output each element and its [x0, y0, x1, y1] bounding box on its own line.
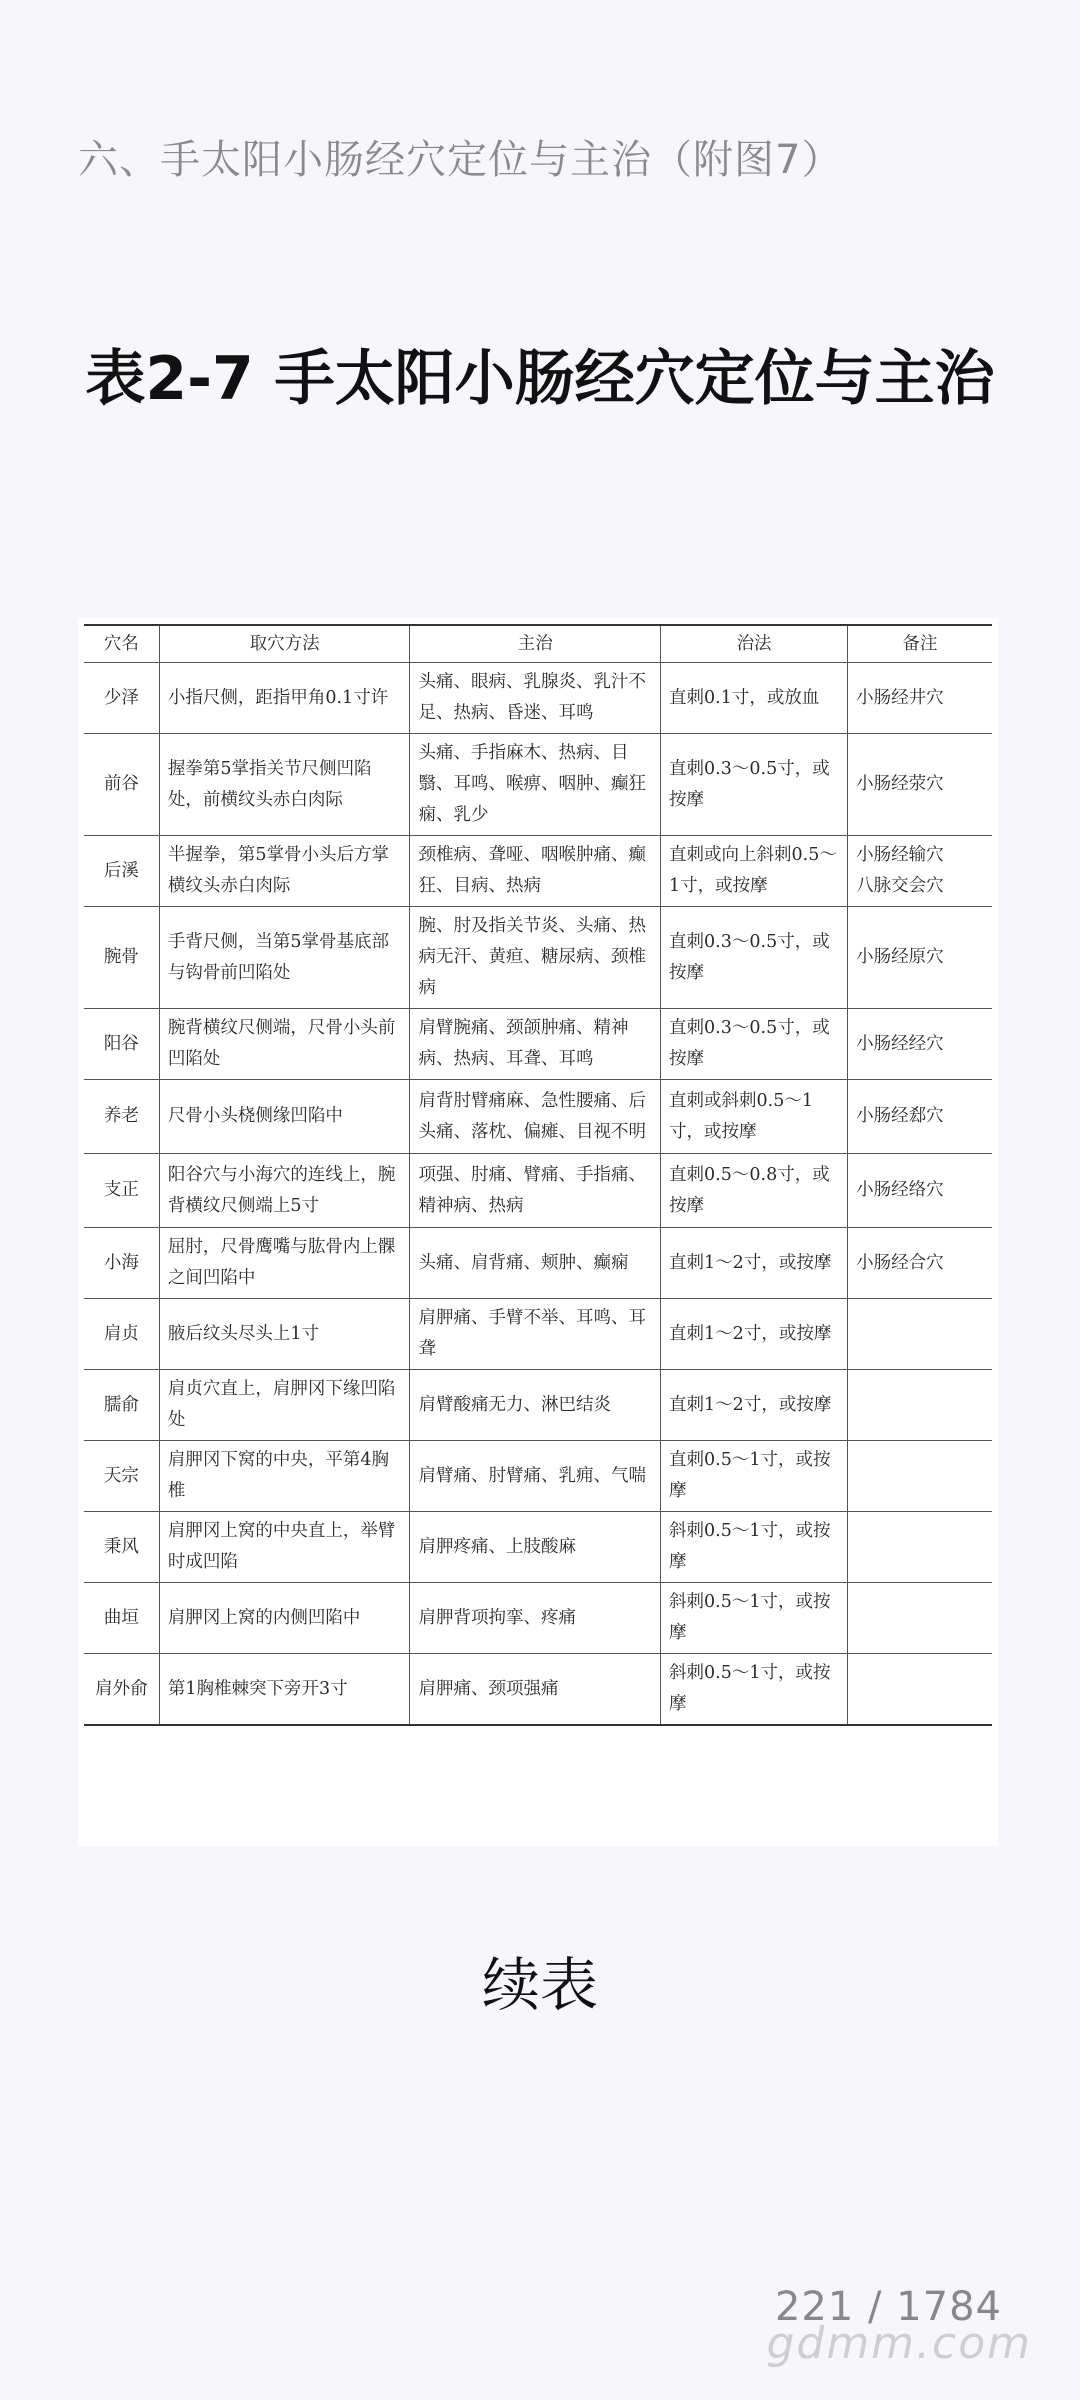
notes-cell	[848, 1299, 992, 1370]
location-cell: 腕背横纹尺侧端，尺骨小头前凹陷处	[159, 1009, 410, 1080]
header-treatment: 治法	[661, 625, 848, 663]
acupoint-table	[84, 624, 992, 1726]
table-row	[84, 1370, 992, 1441]
indications-cell: 肩臂痛、肘臂痛、乳痈、气喘	[410, 1441, 661, 1512]
treatment-cell: 斜刺0.5～1寸，或按摩	[661, 1654, 848, 1726]
table-row	[84, 907, 992, 1009]
indications-cell: 肩臂酸痛无力、淋巴结炎	[410, 1370, 661, 1441]
point-name-cell: 少泽	[84, 663, 159, 734]
notes-cell: 小肠经合穴	[848, 1228, 992, 1299]
table-row	[84, 663, 992, 734]
treatment-cell: 直刺或斜刺0.5～1寸，或按摩	[661, 1080, 848, 1154]
header-location-method: 取穴方法	[159, 625, 410, 663]
location-cell: 腋后纹头尽头上1寸	[159, 1299, 410, 1370]
treatment-cell: 直刺0.3～0.5寸，或按摩	[661, 1009, 848, 1080]
point-name-cell: 后溪	[84, 836, 159, 907]
notes-cell: 小肠经郄穴	[848, 1080, 992, 1154]
continued-label: 续表	[481, 1951, 598, 2019]
point-name-cell: 养老	[84, 1080, 159, 1154]
point-name-cell: 支正	[84, 1154, 159, 1228]
table-row	[84, 1154, 992, 1228]
table-row	[84, 1654, 992, 1726]
indications-cell: 肩背肘臂痛麻、急性腰痛、后头痛、落枕、偏瘫、目视不明	[410, 1080, 661, 1154]
section-heading: 六、手太阳小肠经穴定位与主治（附图7）	[78, 137, 843, 183]
location-cell: 握拳第5掌指关节尺侧凹陷处，前横纹头赤白肉际	[159, 734, 410, 836]
treatment-cell: 直刺0.5～1寸，或按摩	[661, 1441, 848, 1512]
indications-cell: 腕、肘及指关节炎、头痛、热病无汗、黄疸、糖尿病、颈椎病	[410, 907, 661, 1009]
indications-cell: 肩胛疼痛、上肢酸麻	[410, 1512, 661, 1583]
indications-cell: 项强、肘痛、臂痛、手指痛、精神病、热病	[410, 1154, 661, 1228]
treatment-cell: 直刺0.5～0.8寸，或按摩	[661, 1154, 848, 1228]
treatment-cell: 直刺或向上斜刺0.5～1寸，或按摩	[661, 836, 848, 907]
indications-cell: 肩胛背项拘挛、疼痛	[410, 1583, 661, 1654]
indications-cell: 头痛、手指麻木、热病、目翳、耳鸣、喉痹、咽肿、癫狂痫、乳少	[410, 734, 661, 836]
point-name-cell: 臑俞	[84, 1370, 159, 1441]
indications-cell: 颈椎病、聋哑、咽喉肿痛、癫狂、目病、热病	[410, 836, 661, 907]
treatment-cell: 直刺0.3～0.5寸，或按摩	[661, 734, 848, 836]
point-name-cell: 小海	[84, 1228, 159, 1299]
location-cell: 手背尺侧，当第5掌骨基底部与钩骨前凹陷处	[159, 907, 410, 1009]
location-cell: 肩胛冈上窝的内侧凹陷中	[159, 1583, 410, 1654]
notes-cell	[848, 1654, 992, 1726]
location-cell: 肩贞穴直上，肩胛冈下缘凹陷处	[159, 1370, 410, 1441]
indications-cell: 肩胛痛、手臂不举、耳鸣、耳聋	[410, 1299, 661, 1370]
table-row	[84, 1583, 992, 1654]
indications-cell: 肩胛痛、颈项强痛	[410, 1654, 661, 1726]
notes-cell	[848, 1512, 992, 1583]
indications-cell: 肩臂腕痛、颈颌肿痛、精神病、热病、耳聋、耳鸣	[410, 1009, 661, 1080]
notes-cell: 小肠经输穴 八脉交会穴	[848, 836, 992, 907]
table-header-row	[84, 625, 992, 663]
point-name-cell: 前谷	[84, 734, 159, 836]
indications-cell: 头痛、眼病、乳腺炎、乳汁不足、热病、昏迷、耳鸣	[410, 663, 661, 734]
point-name-cell: 肩贞	[84, 1299, 159, 1370]
table-body	[84, 663, 992, 1726]
location-cell: 半握拳，第5掌骨小头后方掌横纹头赤白肉际	[159, 836, 410, 907]
table-row	[84, 1228, 992, 1299]
notes-cell	[848, 1583, 992, 1654]
watermark: gdmm.com	[766, 2318, 1032, 2369]
location-cell: 第1胸椎棘突下旁开3寸	[159, 1654, 410, 1726]
notes-cell: 小肠经经穴	[848, 1009, 992, 1080]
treatment-cell: 直刺1～2寸，或按摩	[661, 1228, 848, 1299]
location-cell: 阳谷穴与小海穴的连线上，腕背横纹尺侧端上5寸	[159, 1154, 410, 1228]
notes-cell	[848, 1441, 992, 1512]
point-name-cell: 曲垣	[84, 1583, 159, 1654]
notes-cell: 小肠经原穴	[848, 907, 992, 1009]
point-name-cell: 腕骨	[84, 907, 159, 1009]
table-row	[84, 1512, 992, 1583]
notes-cell: 小肠经荥穴	[848, 734, 992, 836]
table-row	[84, 1009, 992, 1080]
table-row	[84, 836, 992, 907]
treatment-cell: 直刺1～2寸，或按摩	[661, 1370, 848, 1441]
location-cell: 尺骨小头桡侧缘凹陷中	[159, 1080, 410, 1154]
table-row	[84, 1299, 992, 1370]
treatment-cell: 直刺0.1寸，或放血	[661, 663, 848, 734]
table-image	[78, 618, 998, 1846]
treatment-cell: 斜刺0.5～1寸，或按摩	[661, 1512, 848, 1583]
point-name-cell: 肩外俞	[84, 1654, 159, 1726]
header-point-name: 穴名	[84, 625, 159, 663]
header-indications: 主治	[410, 625, 661, 663]
table-row	[84, 734, 992, 836]
table-title: 表2-7 手太阳小肠经穴定位与主治	[85, 344, 995, 414]
point-name-cell: 阳谷	[84, 1009, 159, 1080]
treatment-cell: 直刺0.3～0.5寸，或按摩	[661, 907, 848, 1009]
table-row	[84, 1441, 992, 1512]
location-cell: 屈肘，尺骨鹰嘴与肱骨内上髁之间凹陷中	[159, 1228, 410, 1299]
point-name-cell: 秉风	[84, 1512, 159, 1583]
indications-cell: 头痛、肩背痛、颊肿、癫痫	[410, 1228, 661, 1299]
page-indicator: 221 / 1784	[774, 2284, 1002, 2330]
notes-cell: 小肠经井穴	[848, 663, 992, 734]
location-cell: 小指尺侧，距指甲角0.1寸许	[159, 663, 410, 734]
treatment-cell: 斜刺0.5～1寸，或按摩	[661, 1583, 848, 1654]
location-cell: 肩胛冈上窝的中央直上，举臂时成凹陷	[159, 1512, 410, 1583]
notes-cell: 小肠经络穴	[848, 1154, 992, 1228]
header-notes: 备注	[848, 625, 992, 663]
treatment-cell: 直刺1～2寸，或按摩	[661, 1299, 848, 1370]
table-row	[84, 1080, 992, 1154]
notes-cell	[848, 1370, 992, 1441]
location-cell: 肩胛冈下窝的中央，平第4胸椎	[159, 1441, 410, 1512]
point-name-cell: 天宗	[84, 1441, 159, 1512]
